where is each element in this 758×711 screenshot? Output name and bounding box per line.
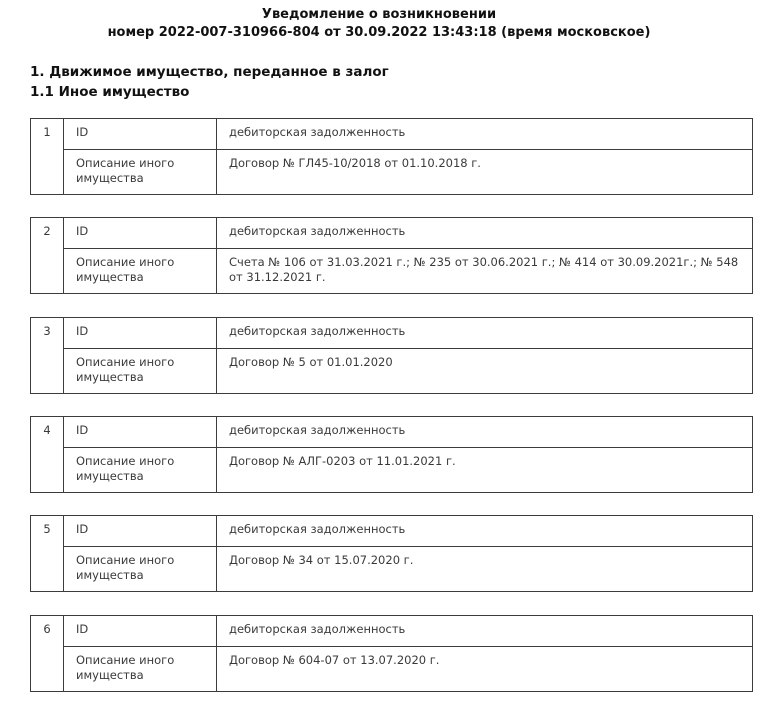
document-header: [0, 6, 758, 42]
id-value: дебиторская задолженность: [217, 318, 753, 349]
item-number: 3: [31, 318, 64, 394]
property-item-table: [30, 217, 753, 294]
id-value: дебиторская задолженность: [217, 616, 753, 647]
id-row: [31, 516, 753, 547]
property-item-table: [30, 317, 753, 394]
property-item-table: [30, 615, 753, 692]
id-value: дебиторская задолженность: [217, 417, 753, 448]
description-value: Договор № 5 от 01.01.2020: [217, 349, 753, 394]
description-value: Счета № 106 от 31.03.2021 г.; № 235 от 30.06.2021 г.; № 414 от 30.09.2021г.; № 548 от 31.12.2021 г.: [217, 249, 753, 294]
property-item-table: [30, 515, 753, 592]
description-value: Договор № ГЛ45-10/2018 от 01.10.2018 г.: [217, 150, 753, 195]
item-number: 5: [31, 516, 64, 592]
description-row: [31, 349, 753, 394]
description-row: [31, 448, 753, 493]
id-label: ID: [64, 417, 217, 448]
id-label: ID: [64, 218, 217, 249]
description-row: [31, 547, 753, 592]
item-number: 6: [31, 616, 64, 692]
description-label: Описание иного имущества: [64, 150, 217, 195]
description-value: Договор № АЛГ-0203 от 11.01.2021 г.: [217, 448, 753, 493]
description-label: Описание иного имущества: [64, 647, 217, 692]
id-row: [31, 119, 753, 150]
id-row: [31, 616, 753, 647]
id-row: [31, 417, 753, 448]
description-row: [31, 150, 753, 195]
description-label: Описание иного имущества: [64, 448, 217, 493]
id-row: [31, 218, 753, 249]
id-label: ID: [64, 119, 217, 150]
id-value: дебиторская задолженность: [217, 218, 753, 249]
item-number: 4: [31, 417, 64, 493]
description-label: Описание иного имущества: [64, 349, 217, 394]
section-heading-movable-property: 1. Движимое имущество, переданное в залог: [30, 64, 389, 80]
id-row: [31, 318, 753, 349]
item-number: 2: [31, 218, 64, 294]
description-row: [31, 249, 753, 294]
property-item-table: [30, 416, 753, 493]
id-value: дебиторская задолженность: [217, 516, 753, 547]
id-label: ID: [64, 516, 217, 547]
description-value: Договор № 604-07 от 13.07.2020 г.: [217, 647, 753, 692]
id-label: ID: [64, 318, 217, 349]
property-item-table: [30, 118, 753, 195]
id-value: дебиторская задолженность: [217, 119, 753, 150]
description-value: Договор № 34 от 15.07.2020 г.: [217, 547, 753, 592]
description-label: Описание иного имущества: [64, 249, 217, 294]
description-row: [31, 647, 753, 692]
document-number-line: номер 2022-007-310966-804 от 30.09.2022 13:43:18 (время московское): [107, 25, 651, 40]
subsection-heading-other-property: 1.1 Иное имущество: [30, 84, 190, 100]
description-label: Описание иного имущества: [64, 547, 217, 592]
id-label: ID: [64, 616, 217, 647]
item-number: 1: [31, 119, 64, 195]
document-title: Уведомление о возникновении: [261, 7, 497, 22]
